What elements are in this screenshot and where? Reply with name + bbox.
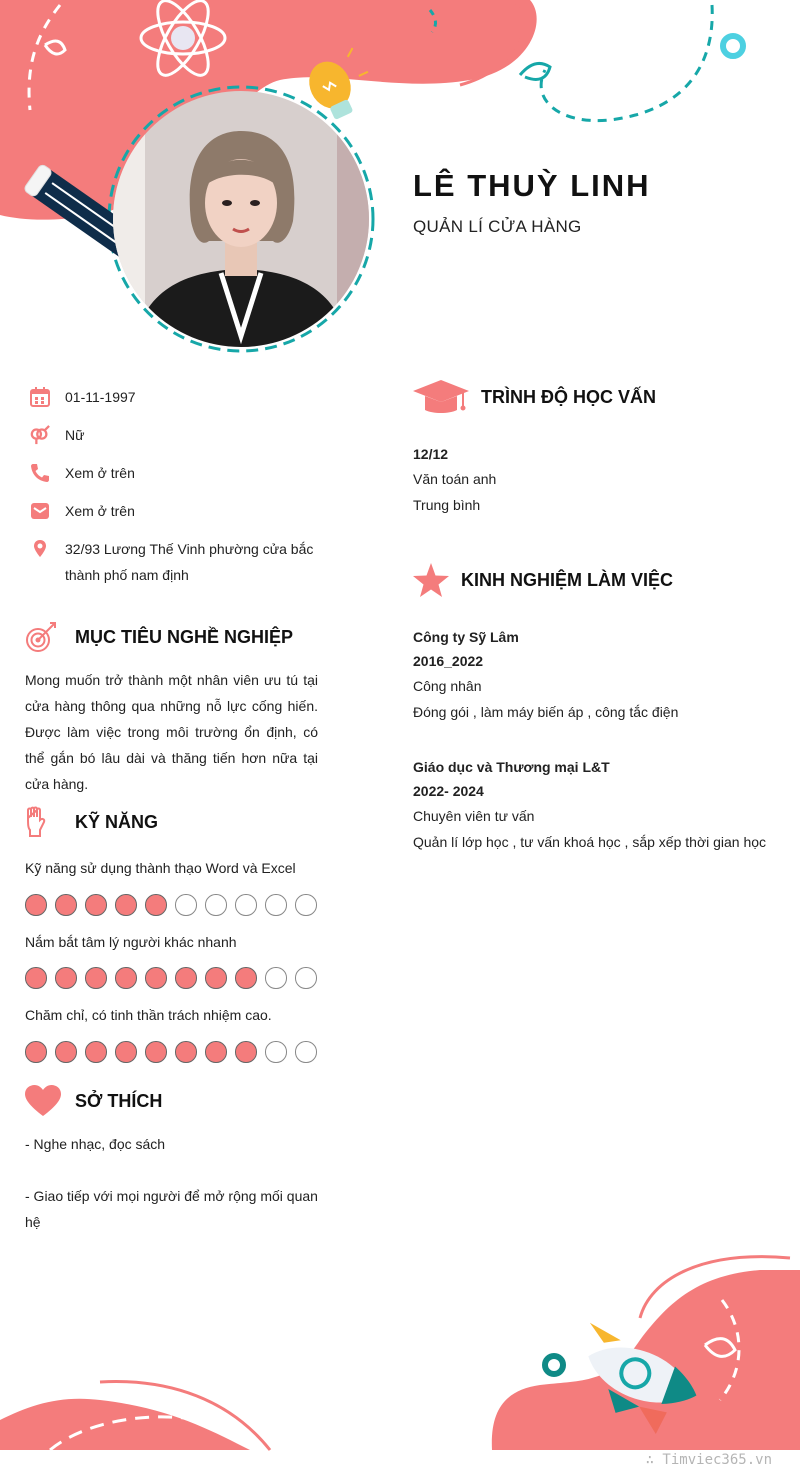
rating-dot-filled <box>145 894 167 916</box>
rating-dot-empty <box>235 894 257 916</box>
rating-dot-filled <box>85 1041 107 1063</box>
avatar <box>113 91 369 347</box>
rating-dot-empty <box>295 1041 317 1063</box>
job-period: 2016_2022 <box>413 653 484 669</box>
rating-dot-filled <box>175 967 197 989</box>
rating-dot-filled <box>115 967 137 989</box>
job-role: Công nhân <box>413 678 482 694</box>
email-icon <box>30 501 50 521</box>
gender-icon <box>30 425 50 445</box>
contact-gender <box>30 422 325 448</box>
education-major: Văn toán anh <box>413 471 497 487</box>
email-text: Xem ở trên <box>65 503 135 519</box>
hobbies-header <box>25 1085 162 1117</box>
skill-label: Nắm bắt tâm lý người khác nhanh <box>25 934 237 950</box>
calendar-icon <box>30 387 50 407</box>
rating-dot-filled <box>235 1041 257 1063</box>
rating-dot-filled <box>115 894 137 916</box>
education-rank: Trung bình <box>413 497 481 513</box>
rating-dot-filled <box>25 1041 47 1063</box>
graduation-cap-icon <box>413 380 469 414</box>
experience-title: KINH NGHIỆM LÀM VIỆC <box>461 569 674 590</box>
skill-rating <box>25 894 317 916</box>
rating-dot-filled <box>235 967 257 989</box>
rating-dot-empty <box>265 894 287 916</box>
job-company: Công ty Sỹ Lâm <box>413 629 519 645</box>
education-header <box>413 380 656 414</box>
experience-header <box>413 563 673 597</box>
rating-dot-filled <box>55 1041 77 1063</box>
candidate-name: LÊ THUỲ LINH <box>413 168 651 203</box>
hobby-item: - Giao tiếp với mọi người để mở rộng mối quan hệ <box>25 1188 318 1230</box>
rating-dot-empty <box>205 894 227 916</box>
job-description: Quản lí lớp học , tư vấn khoá học , sắp xếp thời gian học <box>413 834 767 850</box>
rating-dot-filled <box>145 967 167 989</box>
contact-address <box>30 536 325 588</box>
rating-dot-filled <box>85 894 107 916</box>
profile-photo <box>113 91 369 347</box>
education-title: TRÌNH ĐỘ HỌC VẤN <box>481 386 656 407</box>
rating-dot-empty <box>175 894 197 916</box>
hobby-item: - Nghe nhạc, đọc sách <box>25 1136 166 1152</box>
heart-icon <box>25 1085 61 1117</box>
skills-header <box>25 806 158 838</box>
rating-dot-filled <box>25 967 47 989</box>
rating-dot-empty <box>295 894 317 916</box>
contact-email <box>30 498 325 524</box>
target-icon <box>25 621 57 653</box>
rating-dot-empty <box>265 1041 287 1063</box>
objective-header <box>25 621 293 653</box>
job-company: Giáo dục và Thương mại L&T <box>413 759 610 775</box>
job-role: Chuyên viên tư vấn <box>413 808 535 824</box>
objective-text: Mong muốn trở thành một nhân viên ưu tú tại cửa hàng thông qua những nỗ lực cống hiến. Được làm việc trong môi trường ổn định, có thể gắn bó lâu dài và thăng tiến hơn nữa tại cửa hàng. <box>25 672 318 792</box>
rating-dot-filled <box>205 1041 227 1063</box>
rating-dot-filled <box>25 894 47 916</box>
phone-text: Xem ở trên <box>65 465 135 481</box>
rating-dot-filled <box>115 1041 137 1063</box>
rating-dot-empty <box>265 967 287 989</box>
location-icon <box>30 539 50 559</box>
candidate-position: QUẢN LÍ CỬA HÀNG <box>413 217 582 236</box>
job-period: 2022- 2024 <box>413 783 484 799</box>
skill-rating <box>25 1041 317 1063</box>
gender-text: Nữ <box>65 427 85 443</box>
rating-dot-filled <box>145 1041 167 1063</box>
address-text: 32/93 Lương Thế Vinh phường cửa bắc thành phố nam định <box>65 541 314 583</box>
watermark: ∴ Timviec365.vn <box>645 1452 772 1468</box>
rating-dot-filled <box>175 1041 197 1063</box>
hand-icon <box>25 806 47 838</box>
skill-rating <box>25 967 317 989</box>
rating-dot-filled <box>55 894 77 916</box>
rating-dot-filled <box>55 967 77 989</box>
hobbies-title: SỞ THÍCH <box>75 1090 163 1111</box>
rating-dot-filled <box>205 967 227 989</box>
job-description: Đóng gói , làm máy biến áp , công tắc điện <box>413 704 679 720</box>
skills-title: KỸ NĂNG <box>75 811 159 832</box>
education-grade: 12/12 <box>413 446 449 462</box>
skill-label: Chăm chỉ, có tinh thần trách nhiệm cao. <box>25 1007 272 1023</box>
rating-dot-empty <box>295 967 317 989</box>
birthday-text: 01-11-1997 <box>65 389 136 405</box>
phone-icon <box>30 463 50 483</box>
rating-dot-filled <box>85 967 107 989</box>
objective-title: MỤC TIÊU NGHỀ NGHIỆP <box>75 626 294 647</box>
contact-birthday <box>30 384 325 410</box>
star-icon <box>413 563 449 597</box>
contact-phone <box>30 460 325 486</box>
skill-label: Kỹ năng sử dụng thành thạo Word và Excel <box>25 860 296 876</box>
